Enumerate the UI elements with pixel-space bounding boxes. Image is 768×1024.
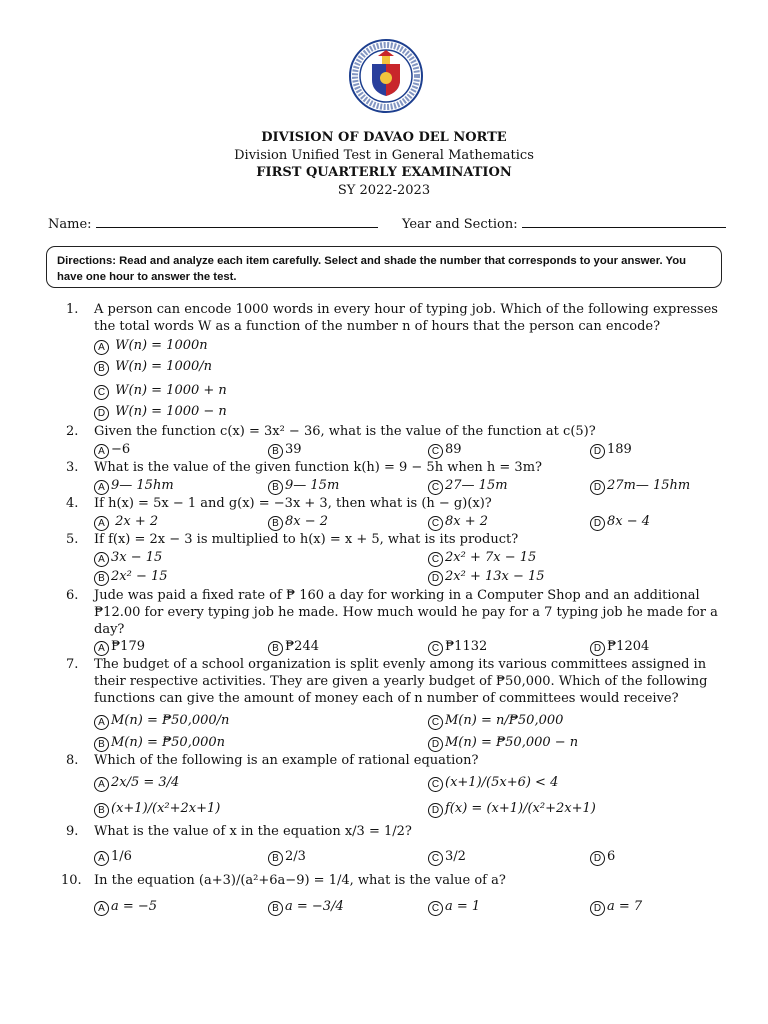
bubble-d[interactable]: D [590,516,605,531]
question-number: 4. [66,496,79,511]
option-text: 3/2 [445,849,466,864]
option-text: ₱1204 [607,639,650,654]
bubble-b[interactable]: B [268,480,283,495]
bubble-c[interactable]: C [428,777,443,792]
option-b[interactable] [94,358,212,376]
option-a[interactable] [94,441,130,459]
question-number: 6. [66,588,79,603]
option-b[interactable] [268,898,344,916]
bubble-c[interactable]: C [428,516,443,531]
option-b[interactable] [94,734,225,752]
question-text: If h(x) = 5x − 1 and g(x) = −3x + 3, then what is (h − g)(x)? [94,496,492,511]
bubble-d[interactable]: D [590,901,605,916]
option-text: ₱179 [111,639,145,654]
option-b[interactable] [94,568,168,586]
question-text: The budget of a school organization is split evenly among its various committees assigned in their respective activities. They are given a yearly budget of ₱50,000. Which of the following functions can give the amount of money each of n number of committees would receive? [94,657,708,706]
option-text: W(n) = 1000 − n [115,404,227,419]
option-b[interactable] [268,638,319,656]
option-c[interactable] [428,638,487,656]
section-field[interactable] [522,215,726,228]
bubble-b[interactable]: B [268,641,283,656]
name-section-row [48,215,728,232]
bubble-c[interactable]: C [94,385,109,400]
question-number: 3. [66,460,79,475]
option-text: a = −3/4 [285,899,344,914]
option-text: ₱244 [285,639,319,654]
option-text: 2/3 [285,849,306,864]
option-text: 2x + 2 [115,514,159,529]
option-text: 2x/5 = 3/4 [111,775,180,790]
bubble-c[interactable]: C [428,851,443,866]
bubble-a[interactable]: A [94,552,109,567]
option-d[interactable] [590,477,690,495]
option-text: f(x) = (x+1)/(x²+2x+1) [445,801,596,816]
question-number: 7. [66,657,79,672]
option-d[interactable] [590,898,642,916]
option-a[interactable] [94,898,157,916]
option-a[interactable] [94,337,208,355]
question-text: Jude was paid a fixed rate of ₱ 160 a day for working in a Computer Shop and an additional ₱12.00 for every typing job he made. How much would he pay for a 7 typing job he made for a day? [94,588,718,637]
option-b[interactable] [268,441,302,459]
bubble-b[interactable]: B [268,851,283,866]
option-a[interactable] [94,513,158,531]
option-text: 2x² − 15 [111,569,168,584]
bubble-a[interactable]: A [94,516,109,531]
question-number: 9. [66,824,79,839]
option-a[interactable] [94,712,229,730]
option-text: a = 7 [607,899,643,914]
option-d[interactable] [590,513,650,531]
option-b[interactable] [268,513,328,531]
bubble-a[interactable]: A [94,340,109,355]
bubble-d[interactable]: D [590,480,605,495]
question-text: Given the function c(x) = 3x² − 36, what is the value of the function at c(5)? [94,424,596,439]
bubble-b[interactable]: B [94,571,109,586]
option-d[interactable] [428,734,578,752]
question-number: 8. [66,753,79,768]
option-text: 3x − 15 [111,550,163,565]
option-text: M(n) = ₱50,000n [111,735,226,750]
question-text: A person can encode 1000 words in every hour of typing job. Which of the following expresses the total words W as a function of the number n of hours that the person can encode? [94,302,718,334]
option-b[interactable] [268,848,306,866]
option-c[interactable] [428,513,488,531]
option-a[interactable] [94,638,145,656]
deped-seal-logo [348,38,424,114]
bubble-a[interactable]: A [94,777,109,792]
question-number: 10. [61,873,82,888]
bubble-b[interactable]: B [94,361,109,376]
option-text: W(n) = 1000 + n [115,383,227,398]
bubble-d[interactable]: D [590,444,605,459]
bubble-c[interactable]: C [428,901,443,916]
name-field[interactable] [96,215,378,228]
exam-title: FIRST QUARTERLY EXAMINATION [256,165,512,180]
option-text: (x+1)/(5x+6) < 4 [445,775,559,790]
bubble-b[interactable]: B [268,516,283,531]
bubble-c[interactable]: C [428,480,443,495]
bubble-d[interactable]: D [94,406,109,421]
option-text: M(n) = ₱50,000 − n [445,735,579,750]
bubble-a[interactable]: A [94,851,109,866]
option-text: 8x − 2 [285,514,329,529]
option-text: W(n) = 1000/n [115,359,213,374]
option-text: ₱1132 [445,639,488,654]
directions-box: Directions: Read and analyze each item carefully. Select and shade the number that corresponds to your answer. You have one hour to answer the test. [46,246,722,288]
question-number: 5. [66,532,79,547]
bubble-a[interactable]: A [94,901,109,916]
option-text: M(n) = n/₱50,000 [445,713,564,728]
option-b[interactable] [94,800,220,818]
bubble-b[interactable]: B [94,737,109,752]
bubble-a[interactable]: A [94,641,109,656]
option-c[interactable] [428,549,536,567]
question-number: 2. [66,424,79,439]
option-text: (x+1)/(x²+2x+1) [111,801,221,816]
bubble-b[interactable]: B [94,803,109,818]
option-text: 8x − 4 [607,514,651,529]
option-text: −6 [111,442,131,457]
option-d[interactable] [590,441,632,459]
question-text: What is the value of x in the equation x/3 = 1/2? [94,824,412,839]
bubble-a[interactable]: A [94,715,109,730]
option-text: 89 [445,442,462,457]
option-c[interactable] [428,477,508,495]
bubble-b[interactable]: B [268,901,283,916]
test-name: Division Unified Test in General Mathematics [234,148,534,163]
option-text: 6 [607,849,616,864]
division-title: DIVISION OF DAVAO DEL NORTE [261,130,507,145]
bubble-d[interactable]: D [590,851,605,866]
option-text: 27— 15m [445,478,508,493]
option-c[interactable] [428,712,563,730]
school-year: SY 2022-2023 [337,183,431,198]
section-label: Year and Section: [401,217,518,232]
option-text: M(n) = ₱50,000/n [111,713,230,728]
option-a[interactable] [94,477,174,495]
bubble-a[interactable]: A [94,444,109,459]
bubble-c[interactable]: C [428,444,443,459]
option-d[interactable] [428,800,596,818]
option-text: 2x² + 7x − 15 [445,550,537,565]
option-text: 189 [607,442,632,457]
bubble-d[interactable]: D [428,571,443,586]
option-text: W(n) = 1000n [115,338,208,353]
bubble-d[interactable]: D [590,641,605,656]
bubble-d[interactable]: D [428,737,443,752]
option-c[interactable] [428,441,462,459]
option-text: 9— 15m [285,478,340,493]
question-text: If f(x) = 2x − 3 is multiplied to h(x) = x + 5, what is its product? [94,532,519,547]
option-text: a = −5 [111,899,158,914]
option-text: 27m— 15hm [607,478,691,493]
question-number: 1. [66,302,79,317]
option-c[interactable] [428,848,466,866]
bubble-c[interactable]: C [428,641,443,656]
question-text: What is the value of the given function k(h) = 9 − 5h when h = 3m? [94,460,542,475]
option-text: 9— 15hm [111,478,174,493]
question-text: Which of the following is an example of rational equation? [94,753,479,768]
option-d[interactable] [590,638,649,656]
option-c[interactable] [428,898,480,916]
bubble-c[interactable]: C [428,552,443,567]
option-text: 1/6 [111,849,132,864]
option-a[interactable] [94,549,162,567]
bubble-c[interactable]: C [428,715,443,730]
bubble-d[interactable]: D [428,803,443,818]
option-b[interactable] [268,477,339,495]
name-label: Name: [48,217,92,232]
option-c[interactable] [428,774,558,792]
option-text: a = 1 [445,899,481,914]
option-a[interactable] [94,774,179,792]
option-d[interactable] [94,403,227,421]
option-d[interactable] [428,568,545,586]
question-text: In the equation (a+3)/(a²+6a−9) = 1/4, what is the value of a? [94,873,506,888]
bubble-b[interactable]: B [268,444,283,459]
option-text: 39 [285,442,302,457]
bubble-a[interactable]: A [94,480,109,495]
option-text: 2x² + 13x − 15 [445,569,545,584]
option-text: 8x + 2 [445,514,489,529]
option-a[interactable] [94,848,132,866]
option-d[interactable] [590,848,615,866]
option-c[interactable] [94,382,227,400]
